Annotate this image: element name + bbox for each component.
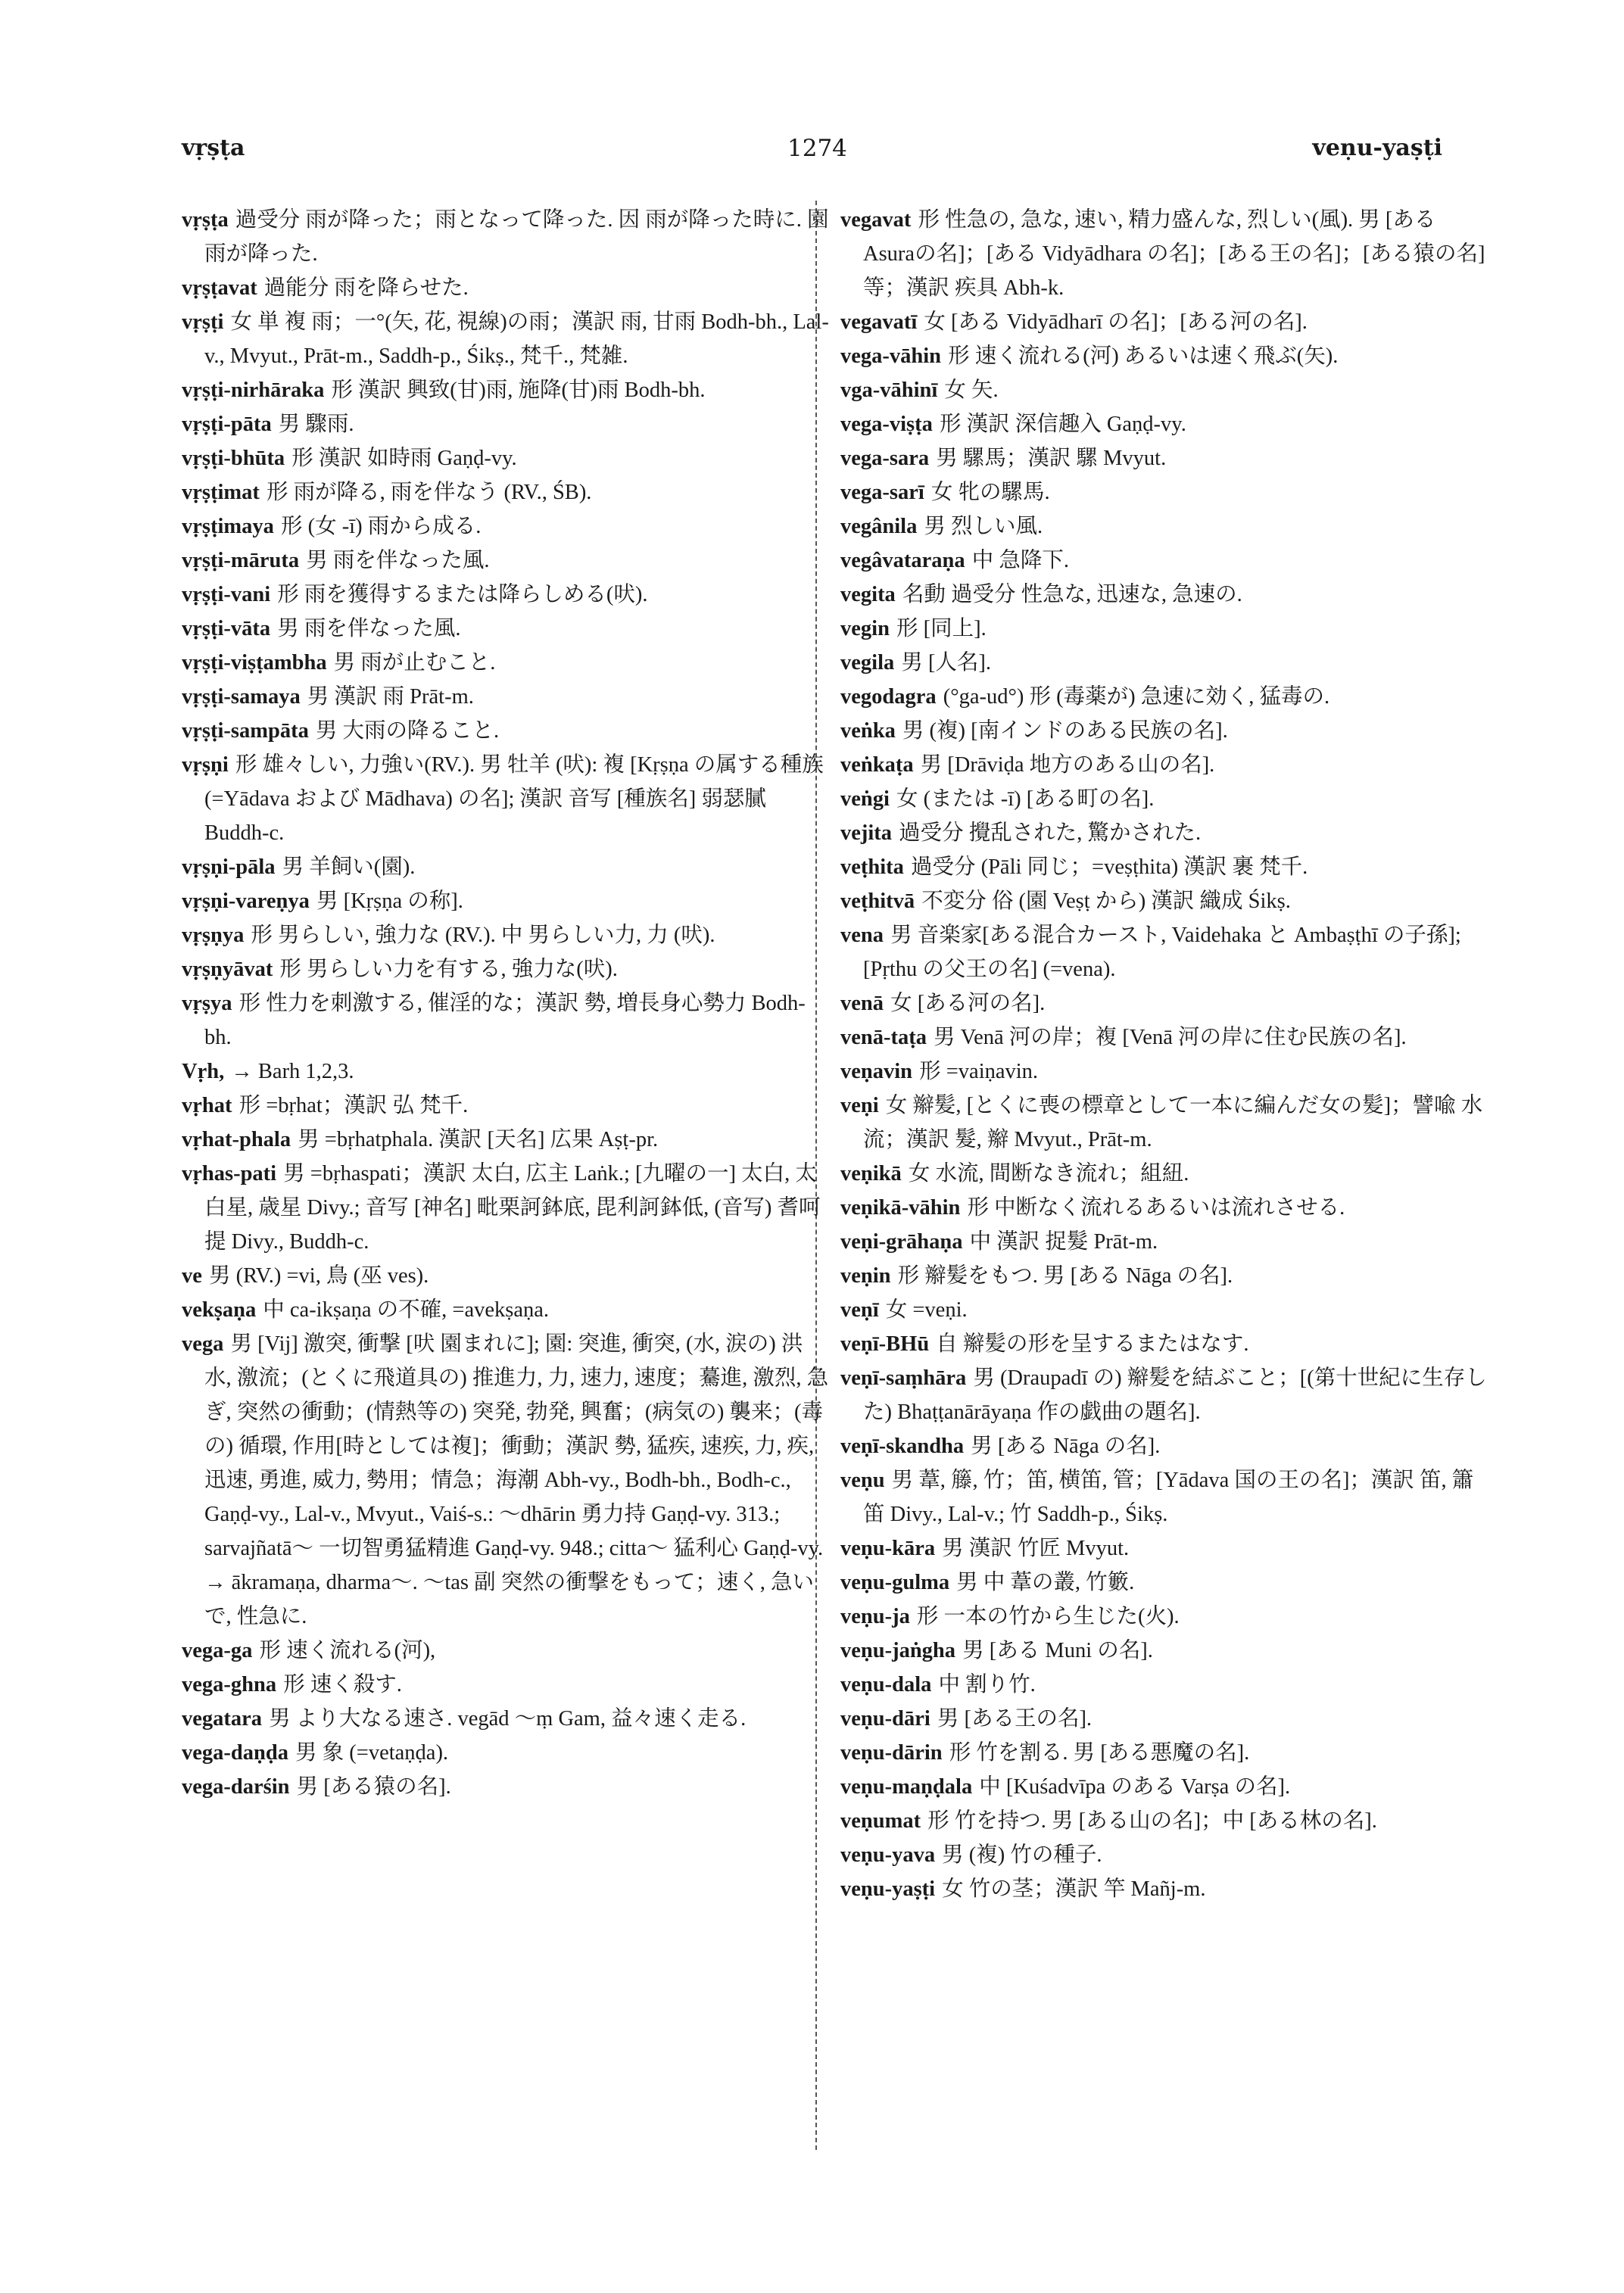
dictionary-entry (182, 441, 829, 475)
dictionary-entry (182, 1327, 829, 1634)
entry-definition: (°ga-ud°) 形 (毒薬が) 急速に効く, 猛毒の. (943, 685, 1330, 709)
running-head-left: vṛṣṭa (182, 135, 245, 161)
dictionary-entry (840, 1463, 1488, 1531)
dictionary-entry (840, 407, 1488, 441)
entry-definition: 男 騾馬；漢訳 騾 Mvyut. (936, 447, 1167, 470)
dictionary-entry (840, 646, 1488, 680)
dictionary-entry (182, 373, 829, 407)
entry-headword: venā (840, 992, 884, 1015)
entry-headword: ve (182, 1264, 202, 1288)
entry-headword: vga-vāhinī (840, 379, 938, 402)
entry-headword: vṛṣṭi-māruta (182, 549, 300, 572)
dictionary-entry (182, 1634, 829, 1668)
entry-definition: 名動 過受分 性急な, 迅速な, 急速の. (902, 583, 1242, 606)
entry-definition: 女 水流, 間断なき流れ；組紐. (908, 1162, 1189, 1185)
dictionary-entry (840, 578, 1488, 612)
entry-definition: 男 音楽家[ある混合カースト, Vaidehaka と Ambaṣṭhī の子孫]; [Pṛthu の父王の名] (=vena). (863, 924, 1461, 981)
entry-definition: 男 (RV.) =vi, 鳥 (巫 ves). (208, 1264, 429, 1288)
dictionary-entry (840, 782, 1488, 816)
entry-headword: veṇumat (840, 1809, 921, 1833)
dictionary-entry (840, 1361, 1488, 1429)
entry-headword: vṛṣṇyāvat (182, 958, 273, 981)
entry-definition: 男 葦, 籐, 竹；笛, 横笛, 管；[Yādava 国の王の名]；漢訳 笛, 簫笛 Divy., Lal-v.; 竹 Saddh-p., Śikṣ. (863, 1469, 1474, 1526)
dictionary-entry (182, 1770, 829, 1804)
entry-headword: veṇī-skandha (840, 1435, 965, 1458)
entry-headword: vṛṣṭi-viṣṭambha (182, 651, 327, 675)
entry-definition: 形 =bṛhat；漢訳 弘 梵千. (238, 1094, 469, 1117)
entry-headword: veṇin (840, 1264, 891, 1288)
entry-headword: vṛṣya (182, 992, 232, 1015)
entry-headword: veṇu (840, 1469, 885, 1492)
entry-definition: 形 [同上]. (896, 617, 987, 640)
dictionary-entry (182, 1259, 829, 1293)
dictionary-entry (840, 1225, 1488, 1259)
entry-definition: 男 驟雨. (278, 413, 354, 436)
dictionary-entry (182, 271, 829, 305)
entry-headword: venā-taṭa (840, 1026, 927, 1049)
dictionary-entry (840, 1770, 1488, 1804)
entry-definition: 男 雨を伴なった風. (306, 549, 490, 572)
entry-definition: 男 烈しい風. (924, 515, 1043, 538)
entry-headword: vṛṣṭi-pāta (182, 413, 272, 436)
dictionary-entry (182, 509, 829, 544)
dictionary-entry (840, 1531, 1488, 1566)
entry-headword: veṇu-yava (840, 1843, 936, 1867)
entry-headword: vṛṣṇi-vareṇya (182, 889, 310, 913)
entry-headword: vṛṣṇya (182, 924, 245, 947)
entry-headword: veṭhita (840, 855, 904, 879)
entry-definition: 形 漢訳 深信趣入 Gaṇḍ-vy. (939, 413, 1186, 436)
entry-headword: veṇu-jaṅgha (840, 1639, 956, 1662)
entry-definition: 形 性力を刺激する, 催淫的な；漢訳 勢, 増長身心勢力 Bodh-bh. (204, 992, 806, 1049)
entry-definition: 形 中断なく流れるあるいは流れさせる. (967, 1196, 1345, 1220)
entry-definition: 過受分 攪乱された, 驚かされた. (899, 821, 1202, 845)
dictionary-entry (840, 884, 1488, 918)
dictionary-entry (840, 339, 1488, 373)
dictionary-entry (182, 986, 829, 1055)
entry-headword: vegita (840, 583, 896, 606)
entry-definition: 男 =bṛhatphala. 漢訳 [天名] 広果 Aṣṭ-pr. (298, 1128, 659, 1151)
entry-definition: 形 速く殺す. (283, 1673, 402, 1696)
entry-definition: 男 [ある Nāga の名]. (971, 1435, 1161, 1458)
dictionary-entry (840, 1055, 1488, 1089)
dictionary-entry (840, 441, 1488, 475)
entry-headword: vena (840, 924, 884, 947)
dictionary-entry (840, 850, 1488, 884)
entry-headword: vegavat (840, 208, 912, 232)
entry-definition: 男 (Draupadī の) 辮髪を結ぶこと；[(第十世紀に生存した) Bhaṭṭanārāyaṇa 作の戯曲の題名]. (863, 1366, 1487, 1424)
dictionary-entry (182, 1089, 829, 1123)
entry-headword: vṛṣṭi-vāta (182, 617, 271, 640)
entry-definition: 女 =veṇi. (885, 1298, 968, 1322)
entry-headword: vega-vāhin (840, 344, 942, 368)
entry-definition: 中 漢訳 捉髮 Prāt-m. (969, 1230, 1158, 1254)
dictionary-entry (840, 1259, 1488, 1293)
entry-headword: vegavatī (840, 310, 918, 334)
entry-headword: vṛṣṇi-pāla (182, 855, 276, 879)
dictionary-entry (840, 1157, 1488, 1191)
entry-headword: veṅgi (840, 787, 890, 811)
dictionary-entry (840, 1736, 1488, 1770)
entry-definition: 過受分 (Pāli 同じ；=veṣṭhita) 漢訳 裹 梵千. (910, 855, 1308, 879)
entry-definition: 形 雨が降る, 雨を伴なう (RV., ŚB). (266, 481, 592, 504)
dictionary-entry (840, 1600, 1488, 1634)
entry-headword: veṇu-ja (840, 1605, 910, 1628)
entry-definition: 形 速く流れる(河), (259, 1639, 436, 1662)
entry-definition: 男 雨を伴なった風. (277, 617, 461, 640)
entry-headword: veṇī-BHū (840, 1332, 930, 1356)
dictionary-entry (182, 1157, 829, 1259)
entry-headword: veṇavin (840, 1060, 913, 1083)
entry-definition: 男 [ある猿の名]. (296, 1775, 451, 1799)
dictionary-entry (840, 544, 1488, 578)
dictionary-entry (840, 748, 1488, 782)
entry-headword: vṛṣṭimaya (182, 515, 274, 538)
entry-definition: 男 [ある王の名]. (937, 1707, 1093, 1731)
entry-definition: 中 割り竹. (938, 1673, 1036, 1696)
entry-definition: 過受分 雨が降った；雨となって降った. 因 雨が降った時に. 園 雨が降った. (204, 208, 829, 266)
entry-definition: 男 中 葦の叢, 竹籔. (956, 1571, 1135, 1594)
entry-definition: 男 Venā 河の岸；複 [Venā 河の岸に住む民族の名]. (934, 1026, 1407, 1049)
entry-headword: vega-darśin (182, 1775, 290, 1799)
entry-headword: vṛṣṭi (182, 310, 224, 334)
entry-definition: 過能分 雨を降らせた. (263, 276, 469, 300)
dictionary-entry (840, 1429, 1488, 1463)
dictionary-entry (182, 680, 829, 714)
dictionary-entry (182, 850, 829, 884)
entry-headword: vṛṣṭi-samaya (182, 685, 301, 709)
entry-definition: 形 性急の, 急な, 速い, 精力盛んな, 烈しい(風). 男 [ある Asuraの名]；[ある Vidyādhara の名]；[ある王の名]；[ある猿の名] 等；漢訳 疾具 Abh-k. (863, 208, 1485, 300)
dictionary-entry (840, 1634, 1488, 1668)
entry-headword: veṇi-grāhaṇa (840, 1230, 963, 1254)
entry-headword: veṭhitvā (840, 889, 915, 913)
dictionary-entry (840, 1668, 1488, 1702)
entry-definition: 男 [Drāviḍa 地方のある山の名]. (920, 753, 1215, 777)
entry-definition: 女 牝の騾馬. (930, 481, 1050, 504)
entry-headword: veṇikā-vāhin (840, 1196, 961, 1220)
dictionary-entry (182, 578, 829, 612)
entry-definition: 形 竹を持つ. 男 [ある山の名]；中 [ある林の名]. (927, 1809, 1377, 1833)
entry-definition: 形 男らしい力を有する, 強力な(吠). (279, 958, 618, 981)
entry-definition: 形 =vaiṇavin. (919, 1060, 1039, 1083)
dictionary-entry (840, 475, 1488, 509)
entry-definition: 形 漢訳 如時雨 Gaṇḍ-vy. (291, 447, 517, 470)
entry-definition: 女 辮髪, [とくに喪の標章として一本に編んだ女の髪]；譬喩 水流；漢訳 髮, 辮 Mvyut., Prāt-m. (863, 1094, 1483, 1151)
page-number: 1274 (787, 135, 847, 162)
entry-definition: 中 [Kuśadvīpa のある Varṣa の名]. (979, 1775, 1291, 1799)
entry-headword: veṅka (840, 719, 896, 743)
entry-headword: vegila (840, 651, 895, 675)
right-column (840, 203, 1488, 1906)
dictionary-entry (182, 952, 829, 986)
dictionary-entry (182, 1055, 829, 1089)
entry-headword: vṛṣṇi (182, 753, 229, 777)
dictionary-entry (840, 918, 1488, 986)
entry-headword: veṇu-maṇḍala (840, 1775, 973, 1799)
dictionary-entry (182, 918, 829, 952)
entry-definition: 形 漢訳 興致(甘)雨, 施降(甘)雨 Bodh-bh. (331, 379, 706, 402)
entry-definition: 形 (女 -ī) 雨から成る. (280, 515, 482, 538)
entry-headword: veṇu-kāra (840, 1537, 936, 1560)
entry-headword: vekṣaṇa (182, 1298, 257, 1322)
entry-headword: vega-viṣṭa (840, 413, 933, 436)
entry-headword: veṇu-dala (840, 1673, 932, 1696)
entry-headword: vṛhas-pati (182, 1162, 277, 1185)
dictionary-entry (840, 1566, 1488, 1600)
entry-headword: veṇu-yaṣṭi (840, 1877, 936, 1901)
left-column (182, 203, 829, 1804)
dictionary-entry (840, 1191, 1488, 1225)
dictionary-entry (840, 986, 1488, 1020)
entry-definition: 形 速く流れる(河) あるいは速く飛ぶ(矢). (948, 344, 1339, 368)
entry-definition: 中 ca-ikṣaṇa の不確, =avekṣaṇa. (263, 1298, 550, 1322)
entry-definition: 男 大雨の降ること. (315, 719, 500, 743)
entry-definition: → Barh 1,2,3. (231, 1060, 354, 1083)
entry-definition: 形 雄々しい, 力強い(RV.). 男 牡羊 (吠): 複 [Kṛṣṇa の属する種族 (=Yādava および Mādhava) の名]; 漢訳 音写 [種族名] 弱瑟膩 Buddh-c. (204, 753, 824, 845)
dictionary-entry (182, 475, 829, 509)
entry-definition: 女 [ある Vidyādharī の名]；[ある河の名]. (924, 310, 1308, 334)
dictionary-entry (840, 1804, 1488, 1838)
dictionary-entry (182, 1702, 829, 1736)
entry-definition: 男 より大なる速さ. vegād ～ṃ Gam, 益々速く走る. (269, 1707, 747, 1731)
dictionary-entry (840, 714, 1488, 748)
entry-headword: vegatara (182, 1707, 263, 1731)
dictionary-entry (182, 884, 829, 918)
dictionary-entry (182, 646, 829, 680)
entry-definition: 女 矢. (944, 379, 999, 402)
dictionary-entry (182, 748, 829, 850)
entry-definition: 女 (または -ī) [ある町の名]. (896, 787, 1155, 811)
entry-headword: veṅkaṭa (840, 753, 914, 777)
entry-headword: vṛhat (182, 1094, 232, 1117)
entry-definition: 形 竹を割る. 男 [ある悪魔の名]. (949, 1741, 1250, 1765)
entry-headword: vṛhat-phala (182, 1128, 291, 1151)
dictionary-entry (840, 305, 1488, 339)
entry-headword: vega (182, 1332, 224, 1356)
entry-definition: 男 漢訳 雨 Prāt-m. (307, 685, 474, 709)
dictionary-entry (182, 305, 829, 373)
entry-headword: vṛṣṭi-vani (182, 583, 271, 606)
entry-headword: vṛṣṭavat (182, 276, 257, 300)
dictionary-entry (182, 544, 829, 578)
running-head-right: veṇu-yaṣṭi (1312, 135, 1442, 161)
dictionary-entry (840, 816, 1488, 850)
dictionary-entry (182, 1123, 829, 1157)
dictionary-entry (840, 373, 1488, 407)
dictionary-entry (182, 1668, 829, 1702)
dictionary-entry (182, 1736, 829, 1770)
entry-headword: veṇī-saṃhāra (840, 1366, 967, 1390)
dictionary-entry (182, 203, 829, 271)
dictionary-entry (840, 680, 1488, 714)
entry-headword: vṛṣṭimat (182, 481, 260, 504)
entry-headword: Vṛh, (182, 1060, 225, 1083)
dictionary-entry (840, 612, 1488, 646)
entry-definition: 男 雨が止むこと. (333, 651, 496, 675)
entry-headword: vṛṣṭi-bhūta (182, 447, 285, 470)
entry-headword: vega-sarī (840, 481, 924, 504)
entry-definition: 男 =bṛhaspati；漢訳 太白, 広主 Laṅk.; [九曜の一] 太白, 太白星, 歳星 Divy.; 音写 [神名] 毗栗訶鉢底, 毘利訶鉢低, (音写) 耆呵提 Divy., Buddh-c. (204, 1162, 821, 1254)
entry-headword: vṛṣṭi-sampāta (182, 719, 309, 743)
entry-definition: 不変分 俗 (園 Veṣṭ から) 漢訳 織成 Śikṣ. (921, 889, 1291, 913)
entry-headword: veṇu-gulma (840, 1571, 950, 1594)
entry-headword: veṇu-dārin (840, 1741, 943, 1765)
entry-headword: vegâvataraṇa (840, 549, 965, 572)
entry-headword: veṇi (840, 1094, 879, 1117)
entry-definition: 女 単 複 雨；一°(矢, 花, 視線)の雨；漢訳 雨, 甘雨 Bodh-bh., Lal-v., Mvyut., Prāt-m., Saddh-p., Śikṣ., 梵千., 梵雑. (204, 310, 829, 368)
entry-definition: 男 [人名]. (901, 651, 992, 675)
entry-headword: vega-ghna (182, 1673, 277, 1696)
entry-headword: vega-ga (182, 1639, 253, 1662)
entry-headword: vegânila (840, 515, 918, 538)
dictionary-entry (840, 509, 1488, 544)
entry-headword: vejita (840, 821, 893, 845)
entry-headword: vegodagra (840, 685, 937, 709)
entry-definition: 男 (複) [南インドのある民族の名]. (902, 719, 1228, 743)
entry-definition: 自 辮髪の形を呈するまたはなす. (936, 1332, 1249, 1356)
entry-definition: 男 羊飼い(園). (282, 855, 416, 879)
entry-definition: 男 [Kṛṣṇa の称]. (316, 889, 463, 913)
dictionary-entry (182, 714, 829, 748)
entry-headword: vega-sara (840, 447, 930, 470)
entry-definition: 形 雨を獲得するまたは降らしめる(吠). (277, 583, 648, 606)
dictionary-entry (840, 1838, 1488, 1872)
dictionary-entry (840, 1872, 1488, 1906)
dictionary-entry (840, 1089, 1488, 1157)
entry-definition: 女 [ある河の名]. (890, 992, 1046, 1015)
dictionary-entry (840, 1702, 1488, 1736)
entry-headword: vṛṣṭi-nirhāraka (182, 379, 325, 402)
entry-definition: 形 辮髪をもつ. 男 [ある Nāga の名]. (897, 1264, 1233, 1288)
entry-definition: 中 急降下. (971, 549, 1069, 572)
entry-headword: vṛṣṭa (182, 208, 229, 232)
entry-definition: 男 [ある Muni の名]. (962, 1639, 1153, 1662)
dictionary-entry (840, 1020, 1488, 1055)
dictionary-entry (182, 1293, 829, 1327)
entry-headword: veṇī (840, 1298, 879, 1322)
entry-definition: 形 男らしい, 強力な (RV.). 中 男らしい力, 力 (吠). (251, 924, 715, 947)
entry-headword: veṇikā (840, 1162, 902, 1185)
entry-headword: vega-daṇḍa (182, 1741, 288, 1765)
entry-headword: veṇu-dāri (840, 1707, 930, 1731)
entry-headword: vegin (840, 617, 890, 640)
dictionary-entry (840, 1293, 1488, 1327)
entry-definition: 男 (複) 竹の種子. (942, 1843, 1102, 1867)
entry-definition: 男 漢訳 竹匠 Mvyut. (942, 1537, 1130, 1560)
entry-definition: 形 一本の竹から生じた(火). (916, 1605, 1180, 1628)
entry-definition: 女 竹の茎；漢訳 竿 Mañj-m. (942, 1877, 1206, 1901)
dictionary-entry (840, 203, 1488, 305)
dictionary-entry (182, 612, 829, 646)
dictionary-entry (182, 407, 829, 441)
dictionary-entry (840, 1327, 1488, 1361)
entry-definition: 男 象 (=vetaṇḍa). (295, 1741, 449, 1765)
entry-definition: 男 [Vij] 激突, 衝撃 [吠 園まれに]; 園: 突進, 衝突, (水, 涙の) 洪水, 激流；(とくに飛道具の) 推進力, 力, 速力, 速度；驀進, 激烈, 急ぎ, 突然の衝動；(情熱等の) 突発, 勃発, 興奮；(病気の) 襲来；(毒の) 循環, 作用[時としては複]；衝動；漢訳 勢, 猛疾, 速疾, 力, 疾, 迅速, 勇進, 威力, 勢用；情急；海潮 Abh-vy., Bodh-bh., Bodh-c., Gaṇḍ-vy., Lal-v., Mvyut., Vaiś-s.: ～dhārin 勇力持 Gaṇḍ-vy. 313.; sarvajñatā～ 一切智勇猛精進 Gaṇḍ-vy. 948.; citta～ 猛利心 Gaṇḍ-vy. → ākramaṇa, dharma～. ～tas 副 突然の衝撃をもって；速く, 急いで, 性急に. (204, 1332, 829, 1628)
